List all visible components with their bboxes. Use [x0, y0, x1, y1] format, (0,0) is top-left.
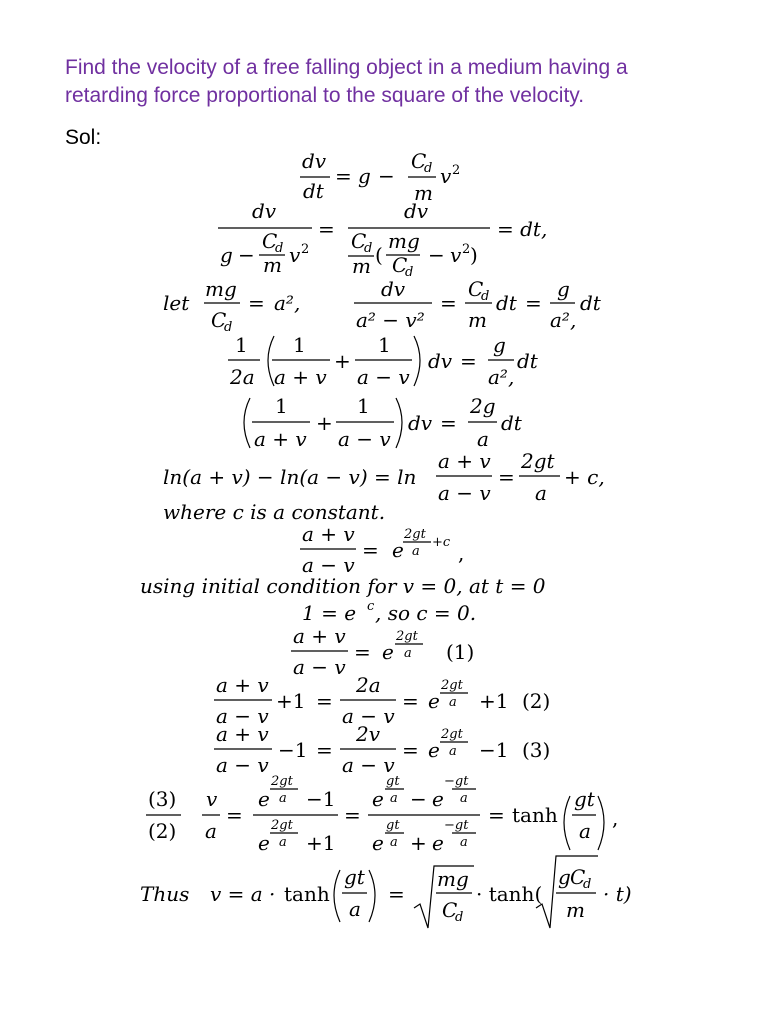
- token: 2gt: [441, 678, 463, 693]
- token: =: [525, 291, 542, 315]
- token: a − v: [338, 427, 391, 451]
- token: v: [450, 243, 462, 267]
- token: +1: [276, 689, 306, 713]
- token: e: [432, 831, 444, 855]
- token: v = a ·: [210, 882, 276, 906]
- token: v: [289, 243, 301, 267]
- token: d: [224, 320, 233, 335]
- token: ,: [612, 806, 619, 830]
- token: mg: [437, 867, 469, 891]
- token: 2gt: [441, 727, 463, 742]
- token: , so c = 0.: [375, 601, 477, 625]
- token: −: [428, 243, 445, 267]
- token: a + v: [254, 427, 307, 451]
- token: (1): [446, 640, 475, 664]
- token: C: [570, 865, 586, 889]
- token: −: [238, 243, 255, 267]
- token: g: [557, 277, 570, 301]
- token: d: [364, 241, 373, 256]
- token: 2: [452, 163, 461, 178]
- token: 2g: [470, 394, 496, 418]
- token: d: [481, 289, 490, 304]
- token: a²,: [274, 291, 301, 315]
- token: a: [449, 695, 457, 710]
- equation-line-13: [214, 722, 550, 777]
- token: a − v: [342, 704, 395, 728]
- token: 1: [378, 333, 391, 357]
- token: dv: [381, 277, 406, 301]
- token: =: [318, 217, 335, 241]
- token: a²,: [550, 308, 577, 332]
- token: 2a: [356, 673, 381, 697]
- token: =: [440, 291, 457, 315]
- token: =: [316, 738, 333, 762]
- token: a: [390, 791, 398, 806]
- token: a: [535, 481, 547, 505]
- token: −gt: [444, 818, 469, 833]
- token: d: [275, 241, 284, 256]
- token: +c: [432, 535, 451, 550]
- token: 2gt: [396, 629, 418, 644]
- token: 2gt: [404, 527, 426, 542]
- equation-line-4: [228, 333, 539, 389]
- equation-line-6: [163, 449, 605, 505]
- token: a: [404, 646, 412, 661]
- token: e: [372, 831, 384, 855]
- token: a − v: [357, 365, 410, 389]
- token: a + v: [293, 624, 346, 648]
- token: e: [428, 689, 440, 713]
- token: dt: [303, 179, 324, 203]
- token: g: [358, 164, 371, 188]
- token: =: [440, 411, 457, 435]
- token: =: [388, 882, 405, 906]
- token: a: [449, 744, 457, 759]
- equation-line-2: [218, 199, 547, 280]
- token: 1: [235, 333, 248, 357]
- token: C: [442, 898, 458, 922]
- token: gt: [344, 865, 365, 889]
- token: e: [392, 538, 404, 562]
- problem-line-2: retarding force proportional to the square of the velocity.: [65, 84, 585, 107]
- token: e: [258, 787, 270, 811]
- token: (: [375, 243, 383, 267]
- token: · tanh(: [476, 882, 543, 906]
- equation-line-10: [302, 599, 476, 625]
- token: dv: [302, 149, 327, 173]
- token: a: [477, 427, 489, 451]
- token: mg: [388, 229, 420, 253]
- token: =: [488, 803, 505, 827]
- token: a: [279, 791, 287, 806]
- token: dt: [580, 291, 601, 315]
- token: d: [455, 910, 464, 925]
- token: tanh: [284, 882, 330, 906]
- token: −: [378, 164, 395, 188]
- equation-line-11: [291, 624, 474, 679]
- token: −: [410, 787, 427, 811]
- token: Thus: [140, 882, 190, 906]
- token: =: [248, 291, 265, 315]
- token: d: [424, 161, 433, 176]
- token: 2gt: [521, 449, 555, 473]
- token: dt: [496, 291, 517, 315]
- token: =: [402, 689, 419, 713]
- token: m: [468, 308, 487, 332]
- token: a: [349, 897, 361, 921]
- token: =: [316, 689, 333, 713]
- token: + c,: [564, 465, 605, 489]
- token: =: [362, 538, 379, 562]
- token: a: [390, 835, 398, 850]
- token: −1: [306, 787, 336, 811]
- token: a + v: [216, 673, 269, 697]
- token: a − v: [342, 753, 395, 777]
- token: a²,: [488, 365, 515, 389]
- token: dt: [501, 411, 522, 435]
- token: dv: [404, 199, 429, 223]
- token: c: [367, 599, 375, 614]
- token: a + v: [274, 365, 327, 389]
- token: v: [206, 787, 218, 811]
- token: C: [351, 229, 367, 253]
- token: +: [410, 831, 427, 855]
- token: a: [279, 835, 287, 850]
- token: ,: [458, 541, 465, 565]
- equation-line-12: [214, 673, 550, 728]
- token: 2gt: [271, 818, 293, 833]
- token: let: [163, 291, 190, 315]
- token: tanh: [512, 803, 558, 827]
- token: dv: [428, 349, 453, 373]
- token: a − v: [216, 753, 269, 777]
- token: =: [344, 803, 361, 827]
- token: +1: [306, 831, 336, 855]
- token: 2: [462, 242, 471, 257]
- token: a + v: [302, 522, 355, 546]
- token: 1 = e: [302, 601, 357, 625]
- token: (3): [522, 738, 551, 762]
- token: d: [405, 265, 414, 280]
- token: m: [352, 254, 371, 278]
- token: a² − v²: [356, 308, 425, 332]
- token: (3): [148, 787, 177, 811]
- token: +1: [479, 689, 509, 713]
- token: a + v: [216, 722, 269, 746]
- token: e: [372, 787, 384, 811]
- token: m: [566, 898, 585, 922]
- token: =: [226, 803, 243, 827]
- equation-line-14: [146, 774, 618, 855]
- token: dt: [517, 349, 538, 373]
- token: a − v: [302, 553, 355, 577]
- token: e: [258, 831, 270, 855]
- token: =: [460, 349, 477, 373]
- token: a − v: [216, 704, 269, 728]
- token: m: [414, 181, 433, 205]
- token: ln(a + v) − ln(a − v) = ln: [163, 465, 417, 489]
- token: +: [334, 349, 351, 373]
- token: −1: [278, 738, 308, 762]
- token: +: [316, 411, 333, 435]
- token: dv: [408, 411, 433, 435]
- token: a: [460, 791, 468, 806]
- token: m: [263, 253, 282, 277]
- token: g: [220, 243, 233, 267]
- token: dv: [252, 199, 277, 223]
- token: =: [354, 640, 371, 664]
- token: v: [440, 164, 452, 188]
- problem-line-1: Find the velocity of a free falling object in a medium having a: [65, 56, 628, 79]
- token: a − v: [438, 481, 491, 505]
- token: · t): [603, 882, 632, 906]
- token: C: [211, 308, 227, 332]
- token: 2v: [356, 722, 381, 746]
- token: =: [402, 738, 419, 762]
- token: a: [205, 819, 217, 843]
- token: e: [382, 640, 394, 664]
- token: C: [468, 277, 484, 301]
- token: d: [583, 877, 592, 892]
- token: gt: [386, 774, 400, 789]
- equation-line-5: [244, 394, 523, 451]
- token: g: [493, 333, 506, 357]
- equation-line-7: where c is a constant.: [163, 500, 386, 524]
- token: C: [262, 229, 278, 253]
- token: ): [470, 243, 478, 267]
- token: a + v: [438, 449, 491, 473]
- token: = dt,: [497, 217, 548, 241]
- token: −1: [479, 738, 509, 762]
- token: (2): [522, 689, 551, 713]
- token: g: [558, 865, 571, 889]
- token: =: [335, 164, 352, 188]
- token: C: [411, 149, 427, 173]
- token: gt: [386, 818, 400, 833]
- token: 2gt: [271, 774, 293, 789]
- token: a: [579, 819, 591, 843]
- token: C: [392, 253, 408, 277]
- token: −gt: [444, 774, 469, 789]
- token: gt: [574, 787, 595, 811]
- token: e: [428, 738, 440, 762]
- token: a: [412, 544, 420, 559]
- solution-label: Sol:: [65, 126, 102, 149]
- token: 2: [301, 242, 310, 257]
- equation-line-8: [300, 522, 464, 577]
- token: 1: [293, 333, 306, 357]
- equation-line-1: [300, 149, 460, 205]
- token: mg: [205, 277, 237, 301]
- token: e: [432, 787, 444, 811]
- token: (2): [148, 819, 177, 843]
- equation-line-15: [140, 856, 632, 928]
- token: 2a: [230, 365, 255, 389]
- token: 1: [275, 394, 288, 418]
- equation-line-9: using initial condition for v = 0, at t = 0: [140, 574, 546, 598]
- token: a: [460, 835, 468, 850]
- token: a − v: [293, 655, 346, 679]
- equation-line-3: [163, 277, 602, 335]
- token: =: [498, 465, 515, 489]
- token: 1: [357, 394, 370, 418]
